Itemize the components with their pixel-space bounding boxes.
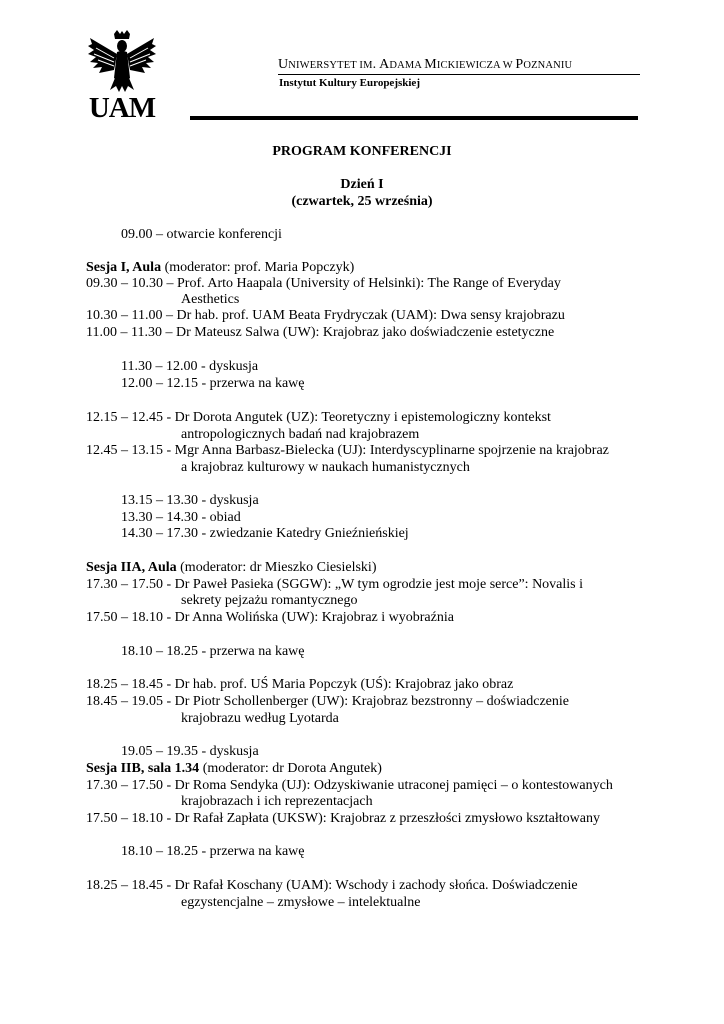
schedule-line (121, 376, 305, 392)
schedule-line (86, 560, 376, 576)
schedule-line (121, 493, 259, 509)
university-name-part: ICKIEWICZA W (436, 60, 516, 71)
schedule-text: 11.00 – 11.30 – Dr Mateusz Salwa (UW): Krajobraz jako doświadczenie estetyczne (86, 325, 555, 340)
schedule-line (86, 410, 551, 426)
schedule-line (86, 761, 382, 777)
schedule-text: antropologicznych badań nad krajobrazem (181, 427, 420, 442)
schedule-line (86, 610, 454, 626)
schedule-line (181, 460, 470, 476)
schedule-line (121, 359, 258, 375)
schedule-line (86, 778, 613, 794)
session-heading: Sesja IIA, Aula (86, 560, 177, 575)
schedule-line (181, 427, 419, 443)
schedule-text: 13.30 – 14.30 - obiad (121, 510, 241, 525)
schedule-text: krajobrazach i ich reprezentacjach (181, 794, 373, 809)
schedule-text: krajobrazu według Lyotarda (181, 711, 339, 726)
university-name-part: U (278, 57, 289, 72)
schedule-line (121, 510, 241, 526)
schedule-text: 19.05 – 19.35 - dyskusja (121, 744, 259, 759)
university-logo (84, 30, 160, 124)
schedule-text: 17.30 – 17.50 - Dr Roma Sendyka (UJ): Odzyskiwanie utraconej pamięci – o kontestowanych (86, 778, 613, 793)
schedule-line (86, 694, 569, 710)
schedule-text: 17.30 – 17.50 - Dr Paweł Pasieka (SGGW): „W tym ogrodzie jest moje serce”: Novalis i (86, 577, 584, 592)
schedule-line (181, 593, 357, 609)
schedule-line (181, 895, 420, 911)
schedule-line (86, 443, 609, 459)
schedule-line (86, 878, 578, 894)
schedule-line (121, 227, 282, 243)
schedule-line (86, 308, 565, 324)
university-name-part: M (424, 57, 437, 72)
schedule-text: 11.30 – 12.00 - dyskusja (121, 359, 259, 374)
university-name-part: NIWERSYTET IM (288, 60, 373, 71)
schedule-text: 18.10 – 18.25 - przerwa na kawę (121, 644, 305, 659)
schedule-text: 09.30 – 10.30 – Prof. Arto Haapala (University of Helsinki): The Range of Everyday (86, 276, 561, 291)
schedule-text: (moderator: dr Mieszko Ciesielski) (176, 560, 377, 575)
schedule-line (121, 526, 409, 542)
schedule-text: 13.15 – 13.30 - dyskusja (121, 493, 259, 508)
schedule-text: 18.25 – 18.45 - Dr hab. prof. UŚ Maria Popczyk (UŚ): Krajobraz jako obraz (86, 677, 514, 692)
day-date: (czwartek, 25 września) (291, 194, 433, 209)
schedule-line (86, 325, 554, 341)
university-name-part: OZNANIU (523, 60, 573, 71)
university-name-part: P (515, 57, 524, 72)
schedule-line (121, 744, 259, 760)
schedule-line (181, 292, 239, 308)
session-heading: Sesja I, Aula (86, 260, 162, 275)
schedule-line (181, 711, 339, 727)
day-title: Dzień I (340, 177, 384, 192)
schedule-line (86, 577, 583, 593)
schedule-line (86, 811, 600, 827)
schedule-text: egzystencjalne – zmysłowe – intelektualne (181, 895, 421, 910)
header-divider-thin (278, 74, 640, 75)
schedule-text: 09.00 – otwarcie konferencji (121, 227, 282, 242)
schedule-text: 17.50 – 18.10 - Dr Anna Wolińska (UW): Krajobraz i wyobraźnia (86, 610, 454, 625)
schedule-text: 18.25 – 18.45 - Dr Rafał Koschany (UAM): Wschody i zachody słońca. Doświadczenie (86, 878, 578, 893)
schedule-text: 18.45 – 19.05 - Dr Piotr Schollenberger (UW): Krajobraz bezstronny – doświadczenie (86, 694, 569, 709)
university-name-part: . A (372, 57, 390, 72)
program-title: PROGRAM KONFERENCJI (272, 144, 452, 159)
schedule-text: 12.45 – 13.15 - Mgr Anna Barbasz-Bielecka (UJ): Interdyscyplinarne spojrzenie na krajobraz (86, 443, 609, 458)
schedule-text: 12.00 – 12.15 - przerwa na kawę (121, 376, 305, 391)
schedule-text: sekrety pejzażu romantycznego (181, 593, 358, 608)
schedule-text: a krajobraz kulturowy w naukach humanistycznych (181, 460, 470, 475)
schedule-text: (moderator: prof. Maria Popczyk) (161, 260, 355, 275)
header-divider-thick (190, 116, 638, 120)
university-name-part: DAMA (389, 60, 425, 71)
schedule-line (121, 844, 305, 860)
session-heading: Sesja IIB, sala 1.34 (86, 761, 200, 776)
schedule-text: 14.30 – 17.30 - zwiedzanie Katedry Gnieźnieńskiej (121, 526, 409, 541)
schedule-text: 10.30 – 11.00 – Dr hab. prof. UAM Beata Frydryczak (UAM): Dwa sensy krajobrazu (86, 308, 565, 323)
schedule-line (181, 794, 373, 810)
schedule-line (86, 276, 561, 292)
institute-name: Instytut Kultury Europejskiej (279, 77, 420, 89)
university-name (278, 57, 572, 73)
schedule-text: 17.50 – 18.10 - Dr Rafał Zapłata (UKSW): Krajobraz z przeszłości zmysłowo kształtowany (86, 811, 600, 826)
schedule-line (121, 644, 305, 660)
logo-text: UAM (88, 92, 156, 124)
schedule-text: 12.15 – 12.45 - Dr Dorota Angutek (UZ): Teoretyczny i epistemologiczny kontekst (86, 410, 551, 425)
schedule-line (86, 260, 354, 276)
schedule-text: (moderator: dr Dorota Angutek) (199, 761, 382, 776)
schedule-line (86, 677, 513, 693)
schedule-text: 18.10 – 18.25 - przerwa na kawę (121, 844, 305, 859)
schedule-text: Aesthetics (181, 292, 240, 307)
